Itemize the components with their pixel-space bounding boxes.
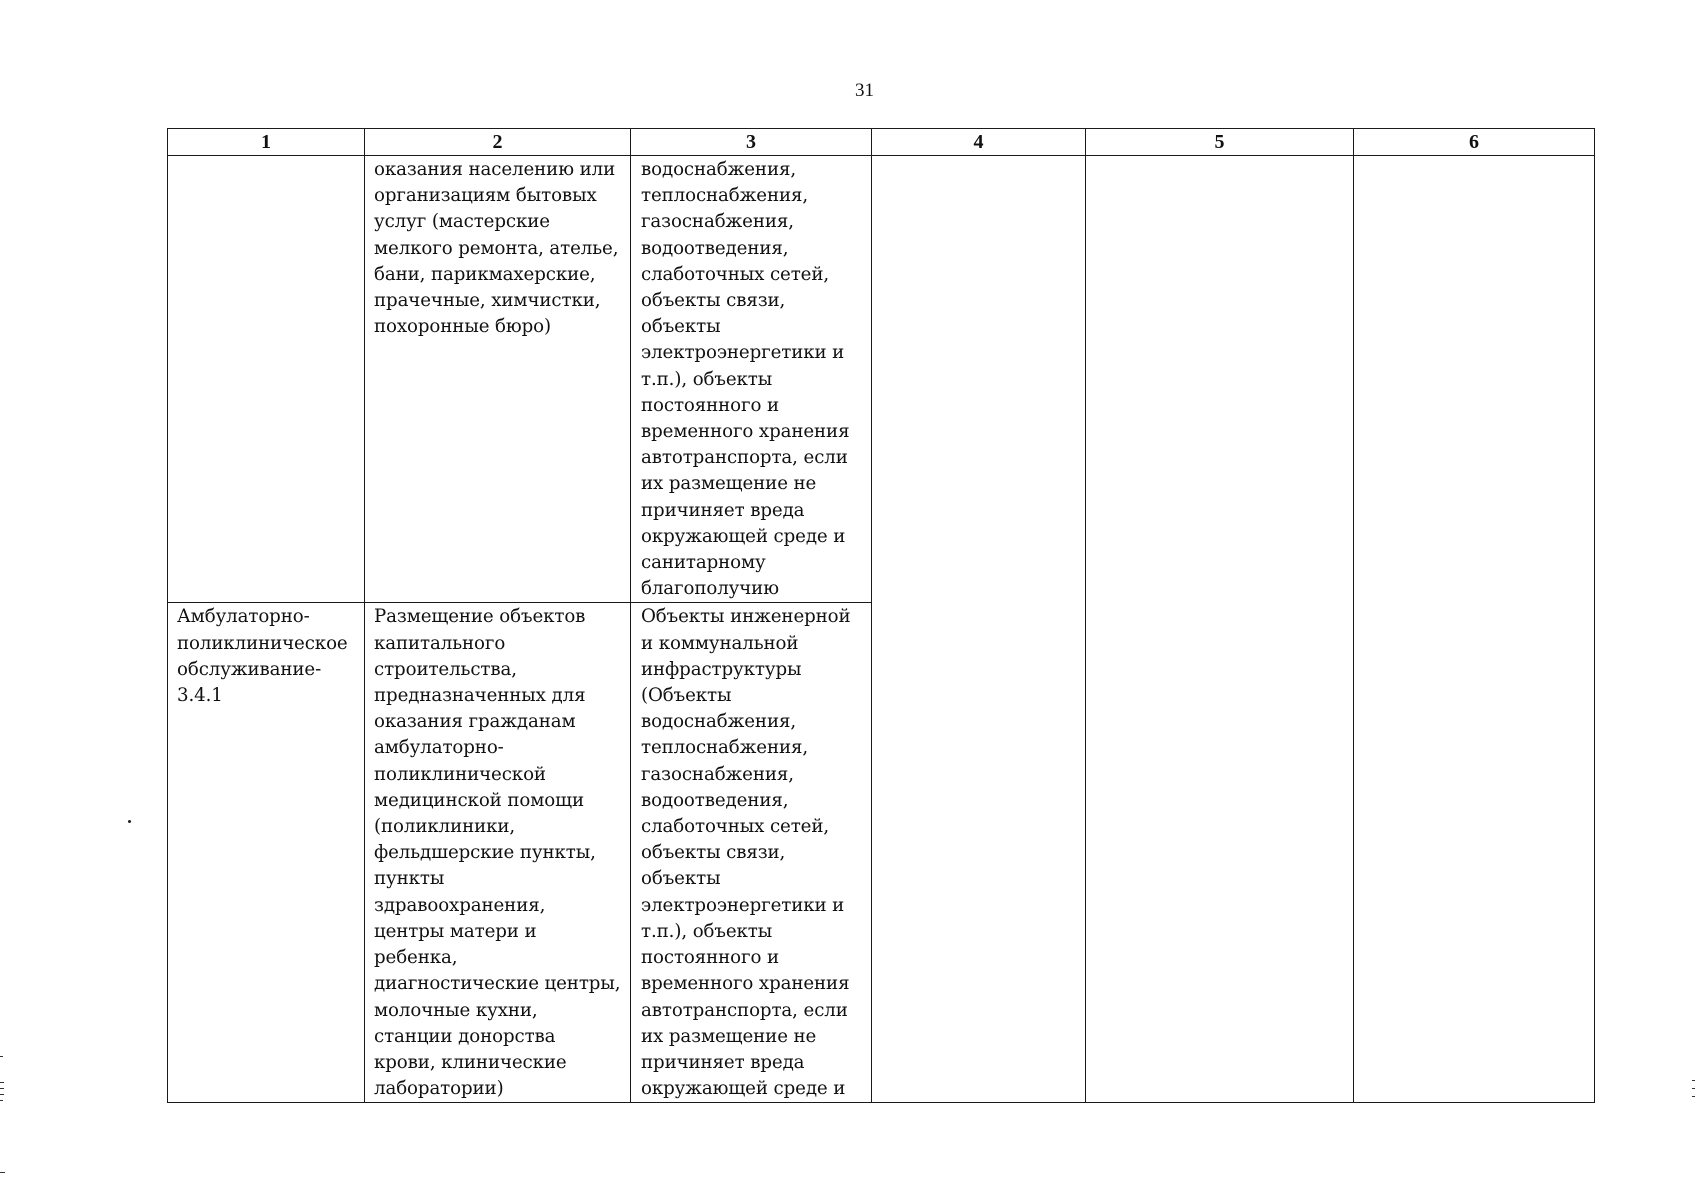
cell-text-use-type: Амбулаторно- поликлиническое обслуживание- 3.4.1 (177, 606, 348, 707)
column-header-5: 5 (1086, 129, 1354, 156)
scan-edge-mark (1692, 1096, 1695, 1097)
land-use-table (167, 128, 1595, 1103)
table-cell-empty (1354, 156, 1595, 1103)
scan-edge-mark (1692, 1088, 1695, 1089)
table-header-row (168, 129, 1595, 156)
cell-text-auxiliary-uses: водоснабжения, теплоснабжения, газоснабжения, водоотведения, слаботочных сетей, объекты связи, объекты электроэнергетики и т.п.), объекты постоянного и временного хранения автотранспорта, если их размещение не причиняет вреда окружающей среде и санитарному благополучию (641, 159, 850, 600)
table-row (168, 156, 1595, 603)
table-cell (168, 603, 365, 1103)
table-cell (631, 603, 872, 1103)
scan-edge-mark (0, 1100, 3, 1101)
cell-text-description: оказания населению или организациям бытовых услуг (мастерские мелкого ремонта, ателье, бани, парикмахерские, прачечные, химчистки, похоронные бюро) (374, 159, 619, 338)
scan-edge-mark (0, 1094, 4, 1095)
scan-speck (128, 820, 131, 823)
table-cell-empty (1086, 156, 1354, 1103)
table-cell (168, 156, 365, 603)
column-header-2: 2 (365, 129, 631, 156)
scan-edge-mark (0, 1172, 5, 1173)
page-number: 31 (855, 80, 874, 101)
scan-edge-mark (0, 1088, 4, 1089)
scan-edge-mark (0, 1082, 4, 1083)
column-header-6: 6 (1354, 129, 1595, 156)
cell-text-description: Размещение объектов капитального строительства, предназначенных для оказания гражданам амбулаторно- поликлинической медицинской помощи (поликлиники, фельдшерские пункты, пункты здравоохранения, центры матери и ребенка, диагностические центры, молочные кухни, станции донорства крови, клинические лаборатории) (374, 606, 621, 1100)
column-header-3: 3 (631, 129, 872, 156)
table-cell (365, 156, 631, 603)
cell-text-auxiliary-uses: Объекты инженерной и коммунальной инфраструктуры (Объекты водоснабжения, теплоснабжения, газоснабжения, водоотведения, слаботочных сетей, объекты связи, объекты электроэнергетики и т.п.), объекты постоянного и временного хранения автотранспорта, если их размещение не причиняет вреда окружающей среде и (641, 606, 851, 1100)
scan-edge-mark (1692, 1080, 1695, 1081)
table-cell-empty (872, 156, 1086, 1103)
column-header-4: 4 (872, 129, 1086, 156)
table-cell (365, 603, 631, 1103)
table-cell (631, 156, 872, 603)
cell-text-use-type (168, 156, 364, 157)
column-header-1: 1 (168, 129, 365, 156)
scan-edge-mark (0, 1056, 3, 1057)
